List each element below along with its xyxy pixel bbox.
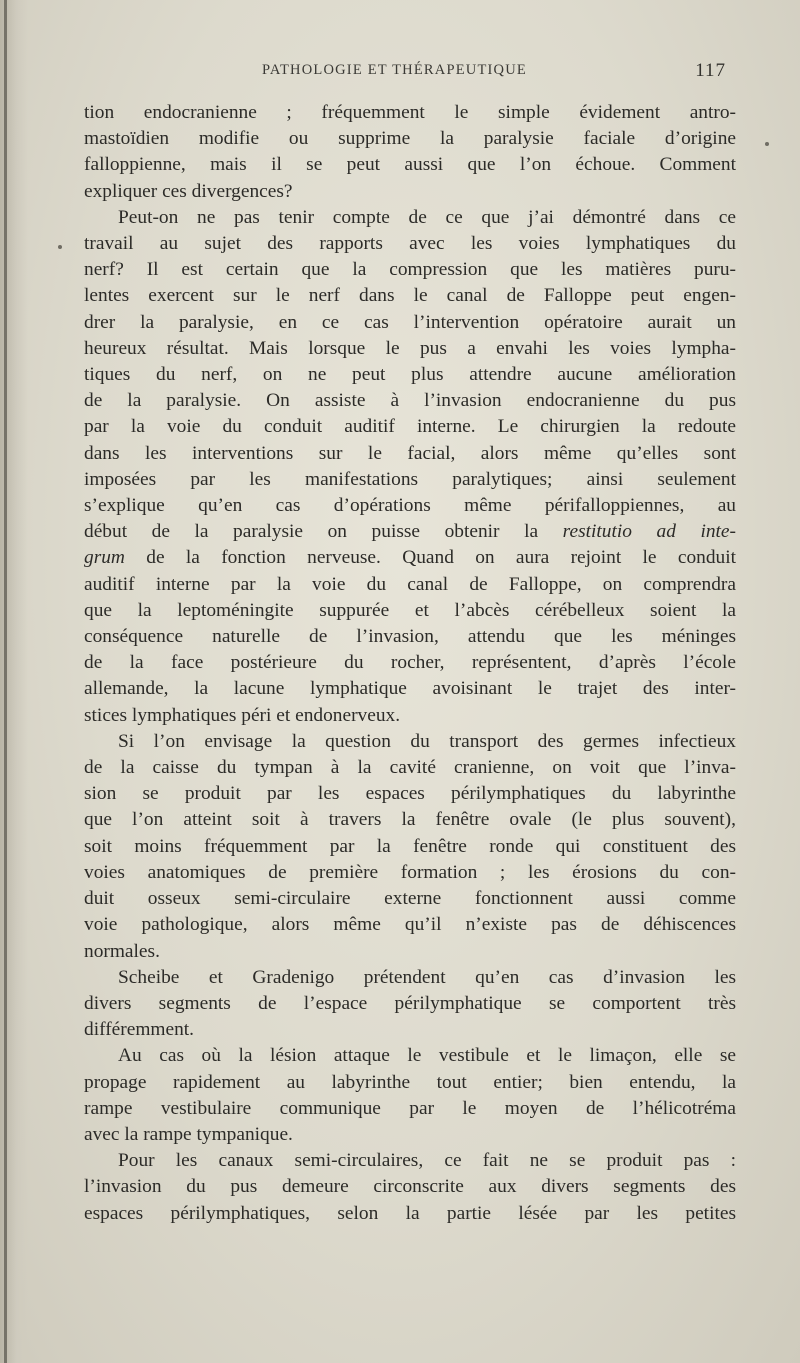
text-line: imposées par les manifestations paralytiques; ainsi seulement bbox=[84, 468, 736, 490]
text-line: mastoïdien modifie ou supprime la paralysie faciale d’origine bbox=[84, 128, 736, 150]
text-line: avec la rampe tympanique. bbox=[84, 1123, 293, 1145]
text-line: normales. bbox=[84, 940, 160, 962]
margin-speck bbox=[765, 142, 769, 146]
text-line: heureux résultat. Mais lorsque le pus a envahi les voies lympha- bbox=[84, 337, 736, 359]
paragraph-6 bbox=[84, 1148, 736, 1227]
text-line: Scheibe et Gradenigo prétendent qu’en cas d’invasion les bbox=[118, 966, 736, 988]
text-line: stices lymphatiques péri et endonerveux. bbox=[84, 704, 401, 726]
text-line: que l’on atteint soit à travers la fenêtre ovale (le plus souvent), bbox=[84, 809, 736, 831]
page-number: 117 bbox=[695, 60, 726, 81]
text-segment: début de la paralysie on puisse obtenir la bbox=[84, 521, 563, 543]
paragraph-4 bbox=[84, 965, 736, 1044]
text-line: nerf? Il est certain que la compression que les matières puru- bbox=[84, 259, 736, 281]
text-line: voie pathologique, alors même qu’il n’existe pas de déhiscences bbox=[84, 914, 736, 936]
italic-phrase: restitutio ad inte- bbox=[562, 521, 736, 543]
running-title: PATHOLOGIE ET THÉRAPEUTIQUE bbox=[262, 62, 527, 78]
paragraph-3 bbox=[84, 729, 736, 965]
text-line: falloppienne, mais il se peut aussi que l’on échoue. Comment bbox=[84, 154, 736, 176]
text-line-with-italic bbox=[84, 545, 736, 571]
text-line: Si l’on envisage la question du transport des germes infectieux bbox=[118, 730, 736, 752]
text-line: lentes exercent sur le nerf dans le canal de Falloppe peut engen- bbox=[84, 285, 736, 307]
page-header bbox=[86, 62, 736, 86]
text-line: s’explique qu’en cas d’opérations même périfalloppiennes, au bbox=[84, 495, 736, 517]
text-line: propage rapidement au labyrinthe tout entier; bien entendu, la bbox=[84, 1071, 736, 1093]
text-line: tiques du nerf, on ne peut plus attendre aucune amélioration bbox=[84, 364, 736, 386]
text-line: auditif interne par la voie du canal de Falloppe, on comprendra bbox=[84, 573, 736, 595]
text-line-segment bbox=[84, 547, 736, 568]
body-text bbox=[84, 100, 736, 1227]
text-line: Pour les canaux semi-circulaires, ce fait ne se produit pas : bbox=[118, 1150, 736, 1172]
text-line: soit moins fréquemment par la fenêtre ronde qui constituent des bbox=[84, 835, 736, 857]
text-line: allemande, la lacune lymphatique avoisinant le trajet des inter- bbox=[84, 678, 736, 700]
text-line: divers segments de l’espace périlymphatique se comportent très bbox=[84, 992, 736, 1014]
margin-bullet bbox=[58, 245, 62, 249]
text-line-with-italic bbox=[84, 519, 736, 545]
paragraph-1 bbox=[84, 100, 736, 205]
text-line: de la face postérieure du rocher, représentent, d’après l’école bbox=[84, 652, 736, 674]
text-line: que la leptoméningite suppurée et l’abcès cérébelleux soient la bbox=[84, 599, 736, 621]
text-segment: de la fonction nerveuse. Quand on aura rejoint le conduit bbox=[124, 547, 736, 569]
page-binding-edge bbox=[0, 0, 28, 1363]
text-line: différemment. bbox=[84, 1019, 195, 1041]
text-line: l’invasion du pus demeure circonscrite aux divers segments des bbox=[84, 1176, 736, 1198]
text-line: rampe vestibulaire communique par le moyen de l’hélicotréma bbox=[84, 1097, 736, 1119]
text-line: drer la paralysie, en ce cas l’intervention opératoire aurait un bbox=[84, 311, 736, 333]
text-line: de la paralysie. On assiste à l’invasion endocranienne du pus bbox=[84, 390, 736, 412]
paragraph-2 bbox=[84, 205, 736, 729]
text-line: travail au sujet des rapports avec les voies lymphatiques du bbox=[84, 233, 736, 255]
paragraph-5 bbox=[84, 1043, 736, 1148]
text-line: par la voie du conduit auditif interne. Le chirurgien la redoute bbox=[84, 416, 736, 438]
text-line: sion se produit par les espaces périlymphatiques du labyrinthe bbox=[84, 783, 736, 805]
italic-phrase-continuation: grum bbox=[84, 547, 125, 569]
text-line: Peut-on ne pas tenir compte de ce que j’ai démontré dans ce bbox=[118, 206, 736, 228]
text-line: expliquer ces divergences? bbox=[84, 180, 293, 202]
text-line: duit osseux semi-circulaire externe fonctionnent aussi comme bbox=[84, 888, 736, 910]
text-line: dans les interventions sur le facial, alors même qu’elles sont bbox=[84, 442, 736, 464]
text-line: de la caisse du tympan à la cavité cranienne, on voit que l’inva- bbox=[84, 757, 736, 779]
text-line: voies anatomiques de première formation ; les érosions du con- bbox=[84, 861, 736, 883]
text-line: Au cas où la lésion attaque le vestibule et le limaçon, elle se bbox=[118, 1045, 736, 1067]
text-line: espaces périlymphatiques, selon la partie lésée par les petites bbox=[84, 1202, 736, 1224]
text-line: tion endocranienne ; fréquemment le simple évidement antro- bbox=[84, 102, 736, 123]
text-line: conséquence naturelle de l’invasion, attendu que les méninges bbox=[84, 626, 736, 648]
